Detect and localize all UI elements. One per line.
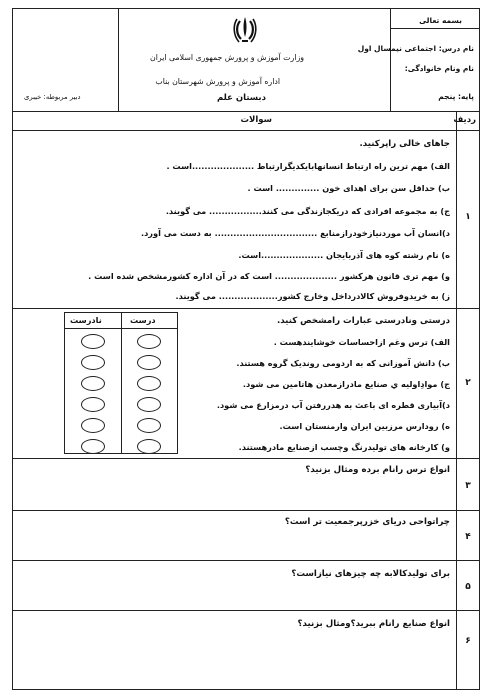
false-column-label: نادرست	[70, 315, 102, 325]
header-right-line-1	[390, 28, 480, 29]
false-option-circle[interactable]	[81, 418, 105, 433]
true-false-header-line	[64, 328, 178, 329]
true-option-circle[interactable]	[137, 397, 161, 412]
question-line: د)آبیاری قطره ای باعث به هدررفتن آب درمزارع می شود.	[216, 400, 450, 410]
question-title: انواع ترس رانام برده ومثال بزنید؟	[305, 465, 450, 475]
row-separator-1	[12, 308, 480, 309]
row-separator-3	[12, 510, 480, 511]
question-line: ه) نام رشته کوه های آذربایجان ....................است.	[238, 250, 450, 260]
question-line: و) مهم تری قانون هرکشور .................... است که در آن اداره کشورمشخص شده است .	[88, 271, 450, 281]
student-name-label: نام ونام خانوادگی:	[404, 64, 474, 73]
question-title: درستی ونادرستی عبارات رامشخص کنید.	[276, 316, 450, 326]
question-number: ۳	[465, 481, 471, 491]
true-option-circle[interactable]	[137, 418, 161, 433]
header-divider-right	[390, 8, 391, 111]
question-number: ۶	[465, 636, 471, 646]
question-title: انواع صنایع رانام ببرید؟ومثال بزنید؟	[297, 619, 450, 629]
question-title: برای تولیدکالابه چه چیزهای نیازاست؟	[291, 569, 450, 579]
question-number: ۲	[465, 378, 471, 388]
bismillah: بسمه تعالی	[419, 16, 462, 25]
question-line: ز) به خریدوفروش کالادرداخل وخارج کشور................... می گویند.	[175, 291, 450, 301]
true-option-circle[interactable]	[137, 376, 161, 391]
true-column-label: درست	[130, 315, 156, 325]
question-line: ب) حداقل سن برای اهدای خون .............. است .	[247, 183, 450, 193]
true-option-circle[interactable]	[137, 439, 161, 454]
true-option-circle[interactable]	[137, 334, 161, 349]
false-option-circle[interactable]	[81, 376, 105, 391]
question-title: چراتواحی دریای خزرپرجمعیت تر است؟	[284, 517, 450, 527]
col-row-header: ردیف	[453, 115, 476, 125]
row-column-divider	[456, 111, 457, 690]
true-option-circle[interactable]	[137, 355, 161, 370]
question-title: جاهای خالی راپرکنید.	[359, 139, 450, 149]
col-questions-header: سوالات	[240, 115, 272, 125]
subject-label: نام درس: اجتماعی نیمسال اول	[357, 44, 474, 53]
false-option-circle[interactable]	[81, 397, 105, 412]
question-line: ج) موادِاولیه یِ صنایع مادرازمعدن هاتامین می شود.	[242, 379, 450, 389]
iran-emblem-icon	[232, 15, 258, 45]
question-line: ج) به مجموعه افرادی که دریکجازندگی می کنند................. می گویند.	[165, 206, 450, 216]
question-line: الف) ترس وغم ازاحساسات خوشایندهست .	[273, 337, 450, 347]
row-separator-2	[12, 458, 480, 459]
teacher-label: دبیر مربوطه: خیبری	[24, 93, 81, 101]
header-bottom-line	[12, 111, 480, 112]
row-separator-5	[12, 610, 480, 611]
false-option-circle[interactable]	[81, 439, 105, 454]
school-name: دبستان علم	[216, 93, 266, 103]
office-label: اداره آموزش و پرورش شهرستان بناب	[155, 77, 280, 86]
question-line: ب) دانش آموزانی که به اردومی روندیک گروه هستند.	[236, 358, 450, 368]
false-option-circle[interactable]	[81, 355, 105, 370]
grade-label: پایه: پنجم	[438, 92, 474, 101]
header-divider-left	[118, 8, 119, 111]
question-number: ۴	[465, 532, 471, 542]
question-number: ۵	[465, 582, 471, 592]
question-line: و) کارخانه های تولیدرنگ وچسب ازصنایع مادرهستند.	[238, 442, 450, 452]
question-line: ه) رودارس مرزبین ایران وارمنستان است.	[279, 421, 450, 431]
row-separator-4	[12, 560, 480, 561]
false-option-circle[interactable]	[81, 334, 105, 349]
question-line: الف) مهم ترین راه ارتباط انسانهابایکدیگرارتباط ....................است .	[166, 161, 450, 171]
question-number: ۱	[465, 212, 471, 222]
question-line: د)انسان آب موردنیازخودرازمنابع ................................. به دست می آورد.	[140, 228, 450, 238]
ministry-label: وزارت آموزش و پرورش جمهوری اسلامی ایران	[150, 53, 304, 62]
true-false-divider	[121, 312, 122, 454]
table-header-bottom	[12, 130, 480, 131]
